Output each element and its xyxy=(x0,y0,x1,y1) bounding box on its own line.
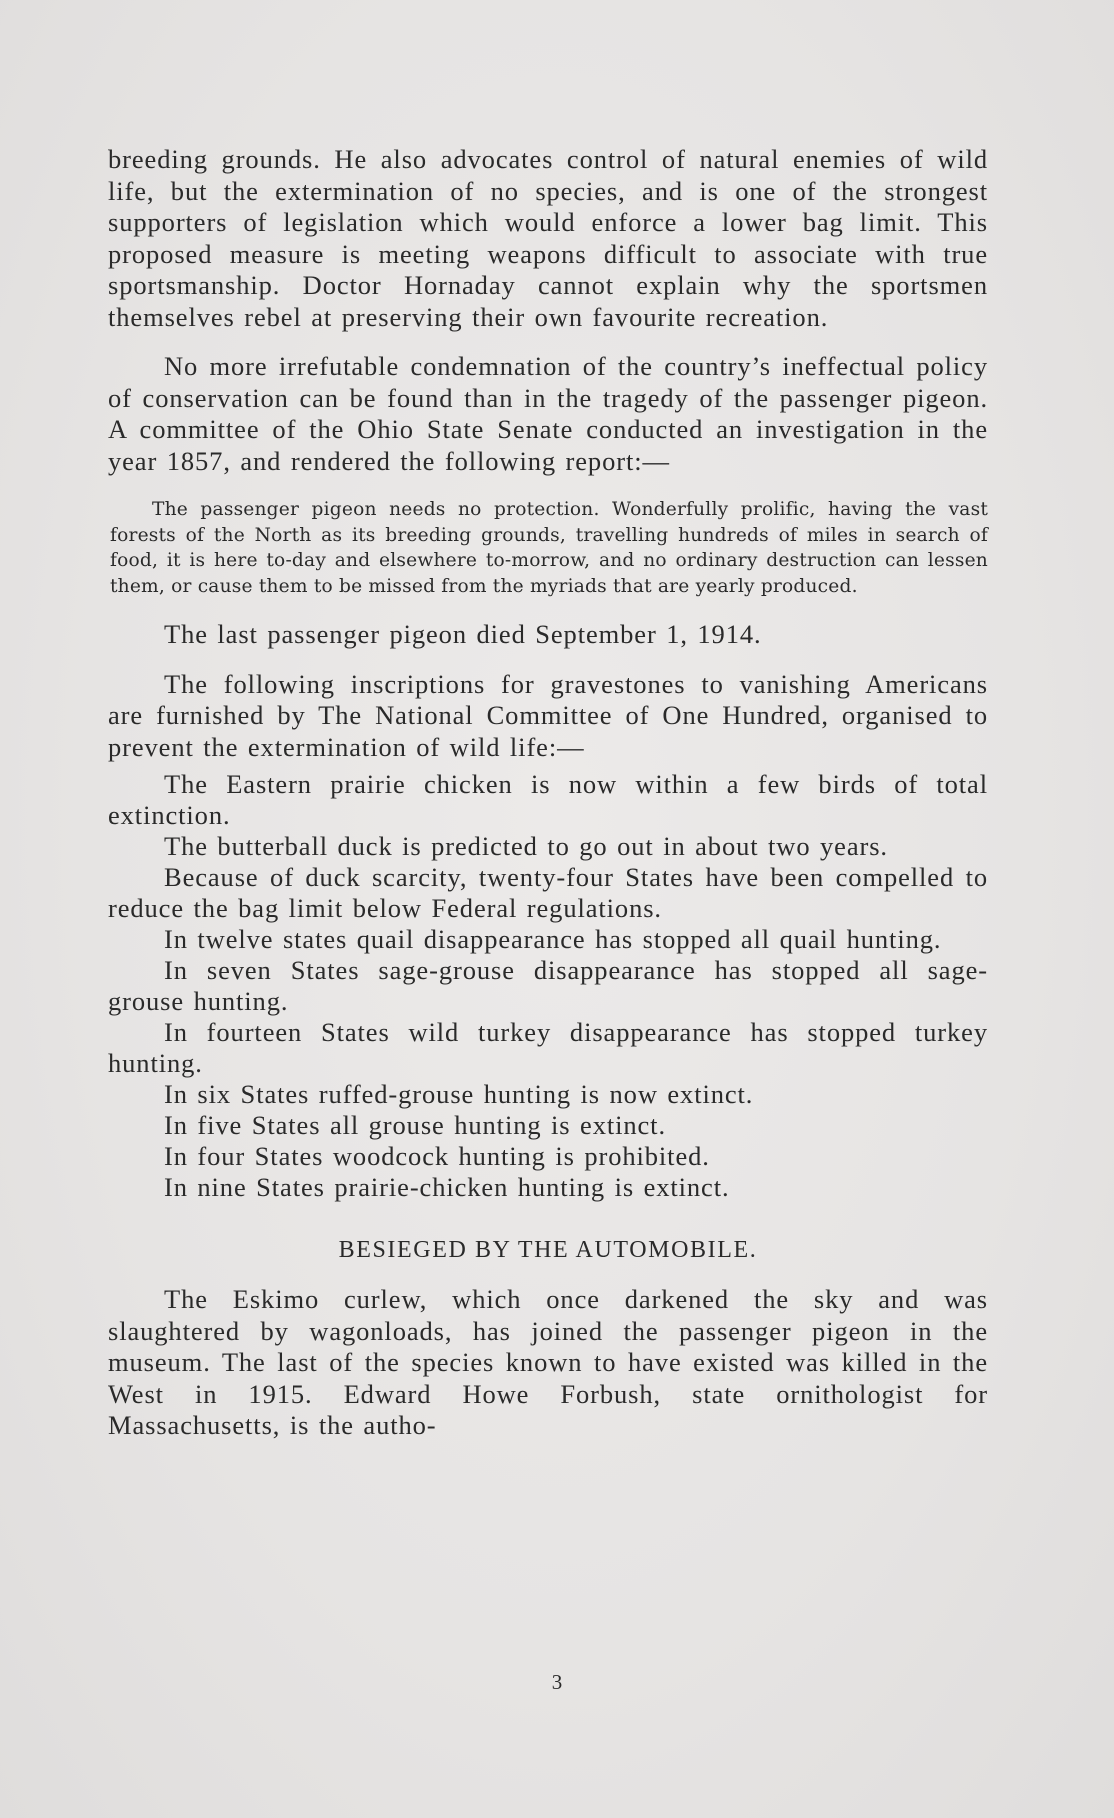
continued-paragraph: breeding grounds. He also advocates control of natural enemies of wild life, but the extermination of no species, and is one of the strongest supporters of legislation which would enforce a lower bag limit. This proposed measure is meeting weapons difficult to associate with true sportsmanship. Doctor Hornaday cannot explain why the sportsmen themselves rebel at preserving their own favourite recreation. xyxy=(108,144,988,332)
inscriptions-intro: The following inscriptions for gravestones to vanishing Americans are furnished by The National Committee of One Hundred, organised to prevent the extermination of wild life:— xyxy=(108,668,988,762)
inscription-item: In twelve states quail disappearance has stopped all quail hunting. xyxy=(164,924,942,954)
inscription-item: Because of duck scarcity, twenty-four States have been compelled to reduce the bag limit below Federal regulations. xyxy=(108,862,988,923)
last-pigeon-line: The last passenger pigeon died September 1, 1914. xyxy=(164,619,762,649)
inscription-item: In fourteen States wild turkey disappearance has stopped turkey hunting. xyxy=(108,1017,988,1078)
inscription-item: The butterball duck is predicted to go out in about two years. xyxy=(164,831,888,861)
eskimo-curlew-paragraph: The Eskimo curlew, which once darkened the sky and was slaughtered by wagonloads, has joined the passenger pigeon in the museum. The last of the species known to have existed was killed in the West in 1915. Edward Howe Forbush, state ornithologist for Massachusetts, is the autho- xyxy=(108,1284,988,1440)
section-heading: BESIEGED BY THE AUTOMOBILE. xyxy=(338,1237,758,1263)
passenger-pigeon-paragraph: No more irrefutable condemnation of the country’s ineffectual policy of conservation can be found than in the tragedy of the passenger pigeon. A committee of the Ohio State Senate conducted an investigation in the year 1857, and rendered the following report:— xyxy=(108,351,988,476)
inscription-item: The Eastern prairie chicken is now within a few birds of total extinction. xyxy=(108,769,988,830)
text-column xyxy=(108,144,988,1442)
inscription-item: In five States all grouse hunting is extinct. xyxy=(164,1110,666,1140)
inscription-item: In six States ruffed-grouse hunting is now extinct. xyxy=(164,1079,754,1109)
page-number: 3 xyxy=(551,1670,563,1694)
inscription-item: In four States woodcock hunting is prohibited. xyxy=(164,1141,710,1171)
senate-report-quote: The passenger pigeon needs no protection. Wonderfully prolific, having the vast forests of the North as its breeding grounds, travelling hundreds of miles in search of food, it is here to-day and elsewhere to-morrow, and no ordinary destruction can lessen them, or cause them to be missed from the myriads that are yearly produced. xyxy=(110,499,988,597)
inscription-item: In nine States prairie-chicken hunting is extinct. xyxy=(164,1172,730,1202)
inscription-item: In seven States sage-grouse disappearance has stopped all sage-grouse hunting. xyxy=(108,955,988,1016)
